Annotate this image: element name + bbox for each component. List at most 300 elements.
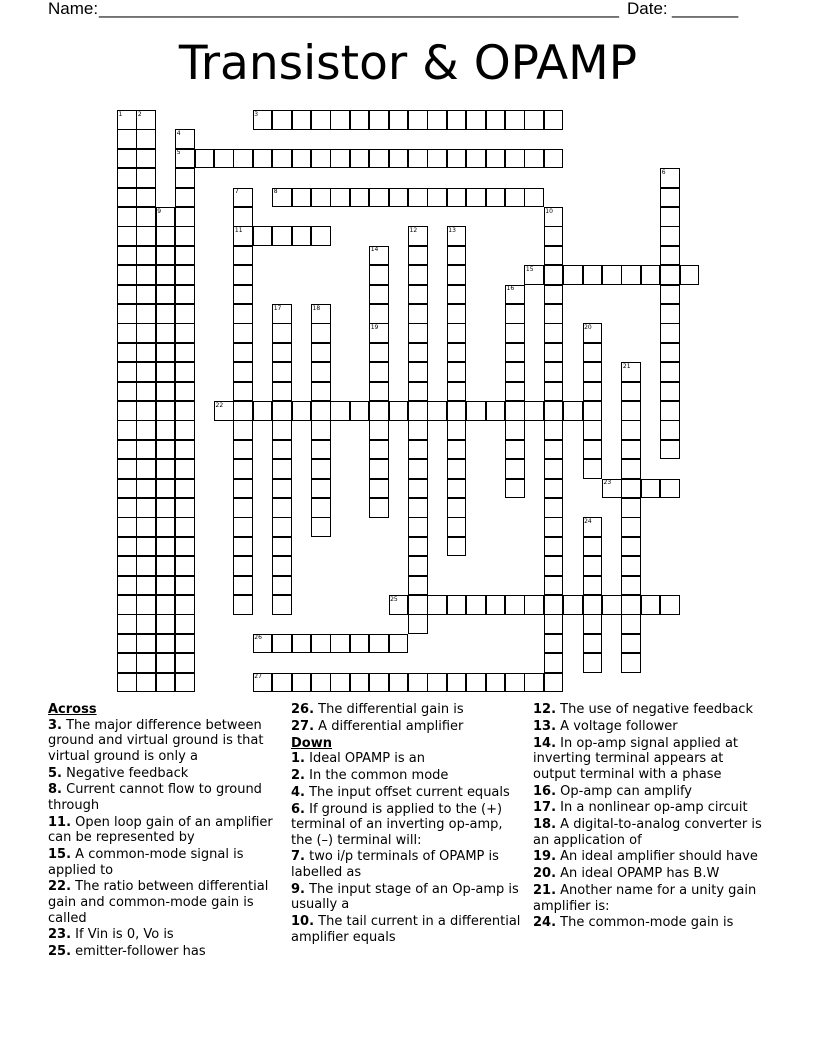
grid-cell[interactable] <box>544 556 564 576</box>
grid-cell[interactable] <box>233 420 253 440</box>
grid-cell[interactable] <box>583 537 603 557</box>
grid-cell[interactable] <box>214 149 234 169</box>
grid-cell[interactable] <box>117 226 137 246</box>
grid-cell[interactable] <box>505 420 525 440</box>
grid-cell[interactable] <box>505 440 525 460</box>
grid-cell[interactable] <box>272 479 292 499</box>
grid-cell[interactable] <box>136 362 156 382</box>
grid-cell[interactable] <box>175 420 195 440</box>
grid-cell[interactable] <box>233 149 253 169</box>
grid-cell[interactable] <box>408 304 428 324</box>
grid-cell[interactable] <box>117 168 137 188</box>
grid-cell[interactable] <box>175 556 195 576</box>
grid-cell[interactable] <box>505 479 525 499</box>
grid-cell[interactable] <box>583 653 603 673</box>
grid-cell[interactable] <box>505 362 525 382</box>
grid-cell[interactable] <box>175 498 195 518</box>
grid-cell[interactable] <box>156 285 176 305</box>
grid-cell[interactable] <box>621 459 641 479</box>
grid-cell[interactable] <box>447 285 467 305</box>
grid-cell[interactable] <box>369 149 389 169</box>
grid-cell[interactable] <box>660 246 680 266</box>
grid-cell[interactable] <box>427 188 447 208</box>
grid-cell[interactable] <box>486 188 506 208</box>
grid-cell[interactable] <box>641 479 661 499</box>
grid-cell[interactable] <box>175 168 195 188</box>
grid-cell[interactable] <box>175 634 195 654</box>
grid-cell[interactable] <box>272 440 292 460</box>
grid-cell[interactable] <box>660 285 680 305</box>
grid-cell[interactable] <box>136 401 156 421</box>
grid-cell[interactable] <box>389 634 409 654</box>
grid-cell[interactable] <box>136 440 156 460</box>
grid-cell[interactable] <box>660 362 680 382</box>
grid-cell[interactable] <box>408 188 428 208</box>
grid-cell[interactable] <box>233 207 253 227</box>
grid-cell[interactable] <box>408 362 428 382</box>
grid-cell[interactable] <box>408 673 428 693</box>
grid-cell[interactable] <box>272 537 292 557</box>
grid-cell[interactable] <box>156 576 176 596</box>
grid-cell[interactable] <box>272 149 292 169</box>
grid-cell[interactable] <box>136 634 156 654</box>
grid-cell[interactable] <box>136 576 156 596</box>
grid-cell[interactable] <box>544 595 564 615</box>
grid-cell[interactable] <box>447 323 467 343</box>
grid-cell[interactable] <box>156 226 176 246</box>
grid-cell[interactable] <box>447 440 467 460</box>
grid-cell[interactable] <box>175 382 195 402</box>
grid-cell[interactable] <box>175 188 195 208</box>
grid-cell[interactable] <box>175 362 195 382</box>
grid-cell[interactable] <box>350 110 370 130</box>
grid-cell[interactable] <box>369 304 389 324</box>
grid-cell[interactable] <box>175 653 195 673</box>
grid-cell[interactable] <box>660 595 680 615</box>
grid-cell[interactable] <box>486 149 506 169</box>
grid-cell[interactable] <box>505 304 525 324</box>
grid-cell[interactable] <box>156 304 176 324</box>
grid-cell[interactable] <box>466 188 486 208</box>
grid-cell[interactable] <box>175 614 195 634</box>
grid-cell[interactable] <box>680 265 700 285</box>
grid-cell[interactable] <box>621 420 641 440</box>
grid-cell[interactable] <box>544 634 564 654</box>
grid-cell[interactable] <box>311 673 331 693</box>
grid-cell[interactable] <box>117 129 137 149</box>
grid-cell[interactable] <box>466 401 486 421</box>
grid-cell[interactable] <box>117 440 137 460</box>
grid-cell[interactable] <box>136 207 156 227</box>
grid-cell[interactable] <box>447 343 467 363</box>
grid-cell[interactable] <box>136 498 156 518</box>
grid-cell[interactable] <box>544 382 564 402</box>
grid-cell[interactable] <box>660 479 680 499</box>
grid-cell[interactable] <box>175 479 195 499</box>
grid-cell[interactable] <box>621 595 641 615</box>
grid-cell[interactable] <box>136 517 156 537</box>
grid-cell[interactable] <box>447 479 467 499</box>
grid-cell[interactable] <box>583 362 603 382</box>
grid-cell[interactable] <box>408 420 428 440</box>
grid-cell[interactable] <box>272 459 292 479</box>
grid-cell[interactable] <box>544 343 564 363</box>
grid-cell[interactable] <box>544 479 564 499</box>
grid-cell[interactable] <box>136 149 156 169</box>
grid-cell[interactable] <box>447 382 467 402</box>
grid-cell[interactable] <box>389 110 409 130</box>
grid-cell[interactable] <box>544 362 564 382</box>
grid-cell[interactable] <box>389 401 409 421</box>
grid-cell[interactable] <box>233 323 253 343</box>
grid-cell[interactable] <box>117 207 137 227</box>
grid-cell[interactable] <box>175 207 195 227</box>
grid-cell[interactable] <box>136 343 156 363</box>
grid-cell[interactable] <box>195 149 215 169</box>
grid-cell[interactable] <box>369 110 389 130</box>
grid-cell[interactable] <box>175 517 195 537</box>
grid-cell[interactable] <box>369 634 389 654</box>
grid-cell[interactable] <box>466 149 486 169</box>
grid-cell[interactable] <box>621 382 641 402</box>
grid-cell[interactable] <box>272 576 292 596</box>
grid-cell[interactable] <box>117 362 137 382</box>
grid-cell[interactable] <box>447 498 467 518</box>
grid-cell[interactable] <box>369 343 389 363</box>
grid-cell[interactable] <box>272 343 292 363</box>
grid-cell[interactable] <box>156 362 176 382</box>
grid-cell[interactable] <box>233 304 253 324</box>
grid-cell[interactable] <box>156 479 176 499</box>
grid-cell[interactable] <box>447 537 467 557</box>
grid-cell[interactable] <box>621 517 641 537</box>
grid-cell[interactable] <box>156 498 176 518</box>
grid-cell[interactable] <box>583 556 603 576</box>
grid-cell[interactable] <box>544 323 564 343</box>
grid-cell[interactable] <box>408 382 428 402</box>
grid-cell[interactable] <box>505 323 525 343</box>
grid-cell[interactable] <box>292 110 312 130</box>
grid-cell[interactable] <box>272 673 292 693</box>
grid-cell[interactable] <box>136 479 156 499</box>
grid-cell[interactable] <box>156 673 176 693</box>
grid-cell[interactable] <box>330 188 350 208</box>
grid-cell[interactable] <box>311 517 331 537</box>
grid-cell[interactable] <box>447 110 467 130</box>
grid-cell[interactable] <box>524 401 544 421</box>
grid-cell[interactable] <box>330 673 350 693</box>
grid-cell[interactable] <box>272 634 292 654</box>
grid-cell[interactable] <box>350 188 370 208</box>
grid-cell[interactable] <box>311 149 331 169</box>
grid-cell[interactable] <box>156 459 176 479</box>
grid-cell[interactable] <box>641 595 661 615</box>
grid-cell[interactable] <box>369 285 389 305</box>
grid-cell[interactable] <box>311 634 331 654</box>
grid-cell[interactable] <box>253 149 273 169</box>
grid-cell[interactable] <box>117 556 137 576</box>
grid-cell[interactable] <box>583 265 603 285</box>
grid-cell[interactable] <box>369 188 389 208</box>
grid-cell[interactable] <box>408 459 428 479</box>
grid-cell[interactable] <box>136 168 156 188</box>
grid-cell[interactable] <box>408 149 428 169</box>
grid-cell[interactable] <box>330 110 350 130</box>
grid-cell[interactable] <box>311 440 331 460</box>
grid-cell[interactable] <box>156 556 176 576</box>
grid-cell[interactable] <box>117 653 137 673</box>
grid-cell[interactable] <box>660 420 680 440</box>
grid-cell[interactable] <box>156 653 176 673</box>
grid-cell[interactable] <box>156 401 176 421</box>
grid-cell[interactable] <box>427 401 447 421</box>
grid-cell[interactable] <box>408 401 428 421</box>
grid-cell[interactable] <box>292 673 312 693</box>
grid-cell[interactable] <box>369 498 389 518</box>
grid-cell[interactable] <box>175 265 195 285</box>
grid-cell[interactable] <box>505 343 525 363</box>
grid-cell[interactable] <box>117 498 137 518</box>
grid-cell[interactable] <box>272 556 292 576</box>
grid-cell[interactable] <box>272 498 292 518</box>
grid-cell[interactable] <box>272 323 292 343</box>
grid-cell[interactable] <box>233 362 253 382</box>
grid-cell[interactable] <box>272 595 292 615</box>
grid-cell[interactable] <box>621 537 641 557</box>
grid-cell[interactable] <box>583 343 603 363</box>
grid-cell[interactable] <box>136 129 156 149</box>
grid-cell[interactable] <box>233 285 253 305</box>
grid-cell[interactable] <box>389 149 409 169</box>
grid-cell[interactable] <box>117 479 137 499</box>
grid-cell[interactable] <box>544 149 564 169</box>
grid-cell[interactable] <box>233 576 253 596</box>
grid-cell[interactable] <box>136 323 156 343</box>
grid-cell[interactable] <box>117 382 137 402</box>
grid-cell[interactable] <box>641 265 661 285</box>
grid-cell[interactable] <box>505 595 525 615</box>
grid-cell[interactable] <box>447 517 467 537</box>
grid-cell[interactable] <box>311 459 331 479</box>
grid-cell[interactable] <box>156 537 176 557</box>
grid-cell[interactable] <box>544 517 564 537</box>
grid-cell[interactable] <box>233 440 253 460</box>
grid-cell[interactable] <box>563 595 583 615</box>
grid-cell[interactable] <box>136 246 156 266</box>
grid-cell[interactable] <box>447 188 467 208</box>
grid-cell[interactable] <box>621 556 641 576</box>
grid-cell[interactable] <box>117 285 137 305</box>
grid-cell[interactable] <box>369 440 389 460</box>
grid-cell[interactable] <box>660 265 680 285</box>
grid-cell[interactable] <box>136 653 156 673</box>
grid-cell[interactable] <box>486 110 506 130</box>
grid-cell[interactable] <box>447 246 467 266</box>
grid-cell[interactable] <box>117 459 137 479</box>
grid-cell[interactable] <box>156 323 176 343</box>
grid-cell[interactable] <box>544 285 564 305</box>
grid-cell[interactable] <box>524 188 544 208</box>
grid-cell[interactable] <box>660 382 680 402</box>
grid-cell[interactable] <box>660 343 680 363</box>
grid-cell[interactable] <box>544 673 564 693</box>
grid-cell[interactable] <box>233 265 253 285</box>
grid-cell[interactable] <box>466 110 486 130</box>
grid-cell[interactable] <box>621 401 641 421</box>
name-line[interactable]: _______________________________________________________ <box>99 0 620 18</box>
grid-cell[interactable] <box>544 576 564 596</box>
grid-cell[interactable] <box>544 537 564 557</box>
grid-cell[interactable] <box>583 459 603 479</box>
grid-cell[interactable] <box>156 420 176 440</box>
grid-cell[interactable] <box>233 343 253 363</box>
grid-cell[interactable] <box>311 362 331 382</box>
grid-cell[interactable] <box>447 362 467 382</box>
grid-cell[interactable] <box>292 401 312 421</box>
grid-cell[interactable] <box>156 265 176 285</box>
grid-cell[interactable] <box>544 614 564 634</box>
grid-cell[interactable] <box>156 382 176 402</box>
grid-cell[interactable] <box>447 673 467 693</box>
grid-cell[interactable] <box>602 595 622 615</box>
grid-cell[interactable] <box>136 537 156 557</box>
grid-cell[interactable] <box>486 673 506 693</box>
grid-cell[interactable] <box>583 614 603 634</box>
grid-cell[interactable] <box>117 595 137 615</box>
grid-cell[interactable] <box>311 188 331 208</box>
grid-cell[interactable] <box>117 304 137 324</box>
grid-cell[interactable] <box>486 595 506 615</box>
grid-cell[interactable] <box>408 498 428 518</box>
grid-cell[interactable] <box>505 188 525 208</box>
grid-cell[interactable] <box>330 401 350 421</box>
grid-cell[interactable] <box>583 634 603 654</box>
grid-cell[interactable] <box>544 498 564 518</box>
grid-cell[interactable] <box>117 401 137 421</box>
grid-cell[interactable] <box>292 149 312 169</box>
grid-cell[interactable] <box>621 265 641 285</box>
grid-cell[interactable] <box>272 362 292 382</box>
grid-cell[interactable] <box>175 304 195 324</box>
grid-cell[interactable] <box>408 595 428 615</box>
grid-cell[interactable] <box>233 498 253 518</box>
grid-cell[interactable] <box>350 634 370 654</box>
grid-cell[interactable] <box>117 614 137 634</box>
grid-cell[interactable] <box>233 556 253 576</box>
grid-cell[interactable] <box>427 595 447 615</box>
grid-cell[interactable] <box>583 420 603 440</box>
grid-cell[interactable] <box>350 149 370 169</box>
grid-cell[interactable] <box>272 226 292 246</box>
grid-cell[interactable] <box>117 537 137 557</box>
grid-cell[interactable] <box>156 440 176 460</box>
grid-cell[interactable] <box>369 420 389 440</box>
grid-cell[interactable] <box>524 110 544 130</box>
grid-cell[interactable] <box>156 517 176 537</box>
grid-cell[interactable] <box>408 537 428 557</box>
grid-cell[interactable] <box>175 246 195 266</box>
grid-cell[interactable] <box>447 401 467 421</box>
grid-cell[interactable] <box>583 382 603 402</box>
grid-cell[interactable] <box>505 149 525 169</box>
grid-cell[interactable] <box>233 459 253 479</box>
grid-cell[interactable] <box>233 537 253 557</box>
grid-cell[interactable] <box>544 226 564 246</box>
grid-cell[interactable] <box>233 517 253 537</box>
grid-cell[interactable] <box>136 420 156 440</box>
grid-cell[interactable] <box>408 343 428 363</box>
grid-cell[interactable] <box>408 556 428 576</box>
grid-cell[interactable] <box>544 401 564 421</box>
grid-cell[interactable] <box>621 634 641 654</box>
grid-cell[interactable] <box>156 595 176 615</box>
grid-cell[interactable] <box>369 459 389 479</box>
grid-cell[interactable] <box>563 265 583 285</box>
grid-cell[interactable] <box>583 440 603 460</box>
grid-cell[interactable] <box>505 459 525 479</box>
grid-cell[interactable] <box>544 110 564 130</box>
grid-cell[interactable] <box>330 634 350 654</box>
grid-cell[interactable] <box>427 149 447 169</box>
date-line[interactable]: _______ <box>672 0 739 18</box>
grid-cell[interactable] <box>660 323 680 343</box>
grid-cell[interactable] <box>602 265 622 285</box>
grid-cell[interactable] <box>136 595 156 615</box>
grid-cell[interactable] <box>408 323 428 343</box>
grid-cell[interactable] <box>117 149 137 169</box>
grid-cell[interactable] <box>292 226 312 246</box>
grid-cell[interactable] <box>175 401 195 421</box>
grid-cell[interactable] <box>660 188 680 208</box>
grid-cell[interactable] <box>621 479 641 499</box>
grid-cell[interactable] <box>253 401 273 421</box>
grid-cell[interactable] <box>136 556 156 576</box>
grid-cell[interactable] <box>175 285 195 305</box>
grid-cell[interactable] <box>117 323 137 343</box>
grid-cell[interactable] <box>175 459 195 479</box>
grid-cell[interactable] <box>292 634 312 654</box>
grid-cell[interactable] <box>447 149 467 169</box>
grid-cell[interactable] <box>175 673 195 693</box>
grid-cell[interactable] <box>156 634 176 654</box>
grid-cell[interactable] <box>117 246 137 266</box>
grid-cell[interactable] <box>660 207 680 227</box>
grid-cell[interactable] <box>156 614 176 634</box>
grid-cell[interactable] <box>660 226 680 246</box>
grid-cell[interactable] <box>427 673 447 693</box>
grid-cell[interactable] <box>350 401 370 421</box>
grid-cell[interactable] <box>621 614 641 634</box>
grid-cell[interactable] <box>253 226 273 246</box>
grid-cell[interactable] <box>544 440 564 460</box>
grid-cell[interactable] <box>136 304 156 324</box>
grid-cell[interactable] <box>621 498 641 518</box>
grid-cell[interactable] <box>524 673 544 693</box>
grid-cell[interactable] <box>408 479 428 499</box>
grid-cell[interactable] <box>175 226 195 246</box>
grid-cell[interactable] <box>408 576 428 596</box>
grid-cell[interactable] <box>583 595 603 615</box>
grid-cell[interactable] <box>408 246 428 266</box>
grid-cell[interactable] <box>447 265 467 285</box>
grid-cell[interactable] <box>408 110 428 130</box>
grid-cell[interactable] <box>156 246 176 266</box>
grid-cell[interactable] <box>272 517 292 537</box>
grid-cell[interactable] <box>583 401 603 421</box>
grid-cell[interactable] <box>330 149 350 169</box>
grid-cell[interactable] <box>136 285 156 305</box>
grid-cell[interactable] <box>117 343 137 363</box>
